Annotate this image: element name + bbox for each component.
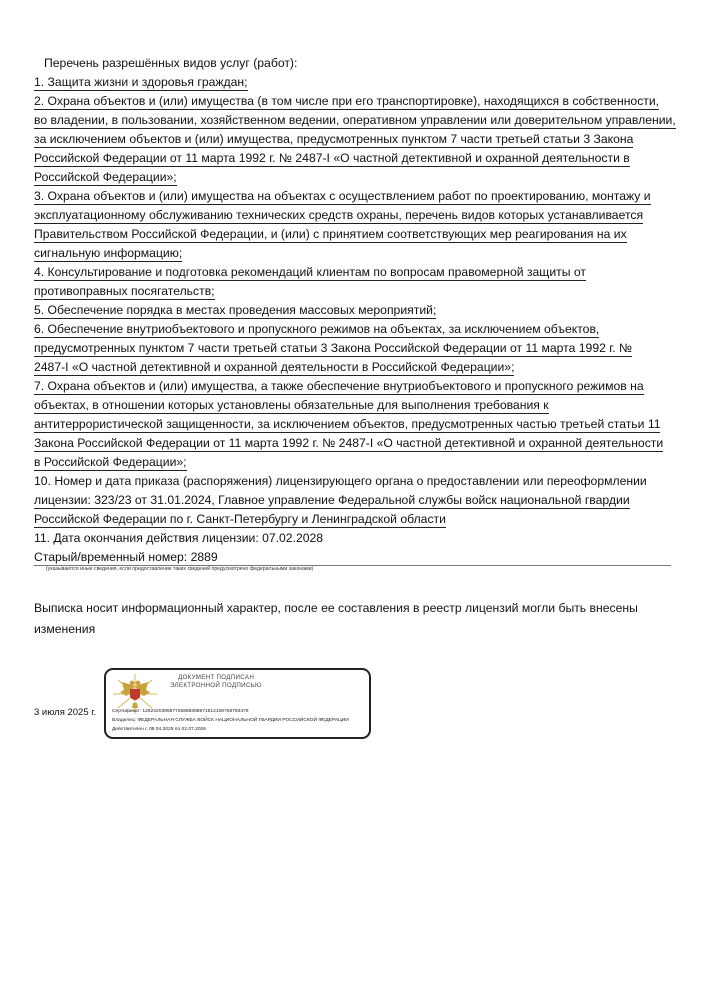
license-text-line-content: Российской Федерации по г. Санкт-Петербургу и Ленинградской области [34,512,446,526]
license-text-line-content: 1. Защита жизни и здоровья граждан; [34,75,248,89]
license-text-line [34,168,674,187]
stamp-header-line2: ЭЛЕКТРОННОЙ ПОДПИСЬЮ [170,682,262,689]
license-text-line-content: Российской Федерации от 11 марта 1992 г. № 2487-I «О частной детективной и охранной деятельности в [34,151,630,165]
license-text-line [34,339,674,358]
license-text-line [34,263,674,282]
license-text-line-content: лицензии: 323/23 от 31.01.2024, Главное управление Федеральной службы войск национальной гвардии [34,493,630,507]
license-text-line [34,434,674,453]
license-text-line-content: эксплуатационному обслуживанию технических средств охраны, перечень видов которых устанавливается [34,208,644,222]
license-text-line [34,510,674,529]
license-text-line [34,491,674,510]
license-text-line-content: в Российской Федерации»; [34,455,187,469]
license-text-line [34,225,674,244]
disclaimer-text: Выписка носит информационный характер, после ее составления в реестр лицензий могли быть внесены изменения [34,601,638,636]
license-text-line-content: 11. Дата окончания действия лицензии: 07.02.2028 [34,531,324,545]
license-text-line-content: 10. Номер и дата приказа (распоряжения) лицензирующего органа о предоставлении или переоформлении [34,474,647,488]
license-text-line [34,377,674,396]
license-text-line [34,529,674,548]
license-text-line [34,149,674,168]
license-text-line-content: 5. Обеспечение порядка в местах проведения массовых мероприятий; [34,303,437,317]
license-text-block [34,54,674,567]
license-text-line-content: антитеррористической защищенности, за исключением объектов, предусмотренных частью третьей статьи 11 [34,417,661,431]
license-text-line-content: 6. Обеспечение внутриобъектового и пропускного режимов на объектах, за исключением объектов, [34,322,600,336]
license-text-line [34,301,674,320]
license-text-line-content: сигнальную информацию; [34,246,183,260]
license-text-line [34,320,674,339]
license-text-line-content: 3. Охрана объектов и (или) имущества на объектах с осуществлением работ по проектированию, монтажу и [34,189,651,203]
electronic-signature-stamp [104,668,371,739]
license-text-line [34,282,674,301]
license-text-line-content: за исключением объектов и (или) имущества, предусмотренных пунктом 7 части третьей статьи 3 Закона [34,132,634,146]
license-text-line-content: объектах, в отношении которых установлены обязательные для выполнения требования к [34,398,549,412]
license-text-line [34,358,674,377]
license-text-line-content: 2. Охрана объектов и (или) имущества (в том числе при его транспортировке), находящихся в собственности, [34,94,660,108]
license-text-line-content: Закона Российской Федерации от 11 марта 1992 г. № 2487-I «О частной детективной и охранной деятельности [34,436,664,450]
footnote-text: (указываются иные сведения, если предоставление таких сведений предусмотрено федеральными законами) [46,566,314,572]
stamp-details [112,707,349,734]
license-text-line-content: противоправных посягательств; [34,284,215,298]
license-text-line-content: 7. Охрана объектов и (или) имущества, а также обеспечение внутриобъектового и пропускного режимов на [34,379,644,393]
stamp-header-line1: ДОКУМЕНТ ПОДПИСАН [178,674,255,681]
license-text-line-content: Правительством Российской Федерации, и (или) с принятием соответствующих мер реагирования на их [34,227,627,241]
license-text-line [34,111,674,130]
signature-date: 3 июля 2025 г. [34,707,97,718]
certificate-owner: Владелец: ФЕДЕРАЛЬНАЯ СЛУЖБА ВОЙСК НАЦИОНАЛЬНОЙ ГВАРДИИ РОССИЙСКОЙ ФЕДЕРАЦИИ [112,718,349,723]
license-text-line [34,244,674,263]
license-text-line [34,130,674,149]
license-text-line [34,92,674,111]
license-text-line [34,54,674,73]
license-text-line [34,472,674,491]
license-text-line [34,73,674,92]
license-text-line-content: Перечень разрешённых видов услуг (работ): [44,56,298,70]
license-text-line [34,396,674,415]
license-text-line-content: во владении, в пользовании, хозяйственном ведении, оперативном управлении или доверительном управлении, [34,113,676,127]
license-text-line [34,415,674,434]
license-text-line-content: предусмотренных пунктом 7 части третьей статьи 3 Закона Российской Федерации от 11 марта 1992 г. № [34,341,633,355]
license-text-line-content: 4. Консультирование и подготовка рекомендаций клиентам по вопросам правомерной защиты от [34,265,586,279]
license-text-line-content: Российской Федерации»; [34,170,177,184]
license-text-line-content: Старый/временный номер: 2889 [34,550,218,564]
certificate-validity: Действителен с 08.04.2025 по 02.07.2026 [112,727,206,732]
certificate-number: Сертификат: 128242039587726898398971512108756783479 [112,709,249,714]
license-text-line [34,206,674,225]
license-text-line [34,453,674,472]
license-text-line [34,187,674,206]
license-text-line-content: 2487-I «О частной детективной и охранной деятельности в Российской Федерации»; [34,360,515,374]
